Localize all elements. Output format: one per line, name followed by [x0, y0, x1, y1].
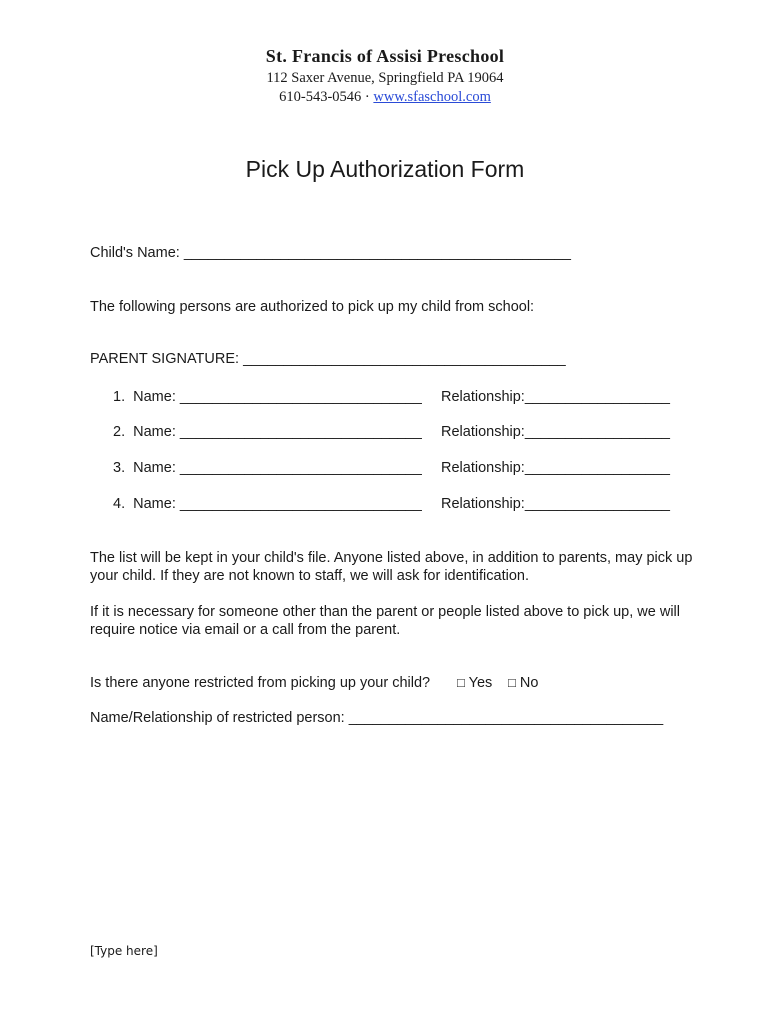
school-website-link[interactable]: www.sfaschool.com	[373, 89, 491, 105]
notice-note: If it is necessary for someone other than the parent or people listed above to pick up, we will require notice via email or a call from the parent.	[90, 604, 680, 638]
school-contact	[0, 89, 770, 106]
parent-signature-field[interactable]: PARENT SIGNATURE: ________________________________________	[90, 351, 566, 367]
child-name-field[interactable]: Child's Name: ________________________________________________	[90, 245, 571, 261]
restricted-name-field[interactable]: Name/Relationship of restricted person: _______________________________________	[90, 710, 664, 726]
authorized-intro: The following persons are authorized to pick up my child from school:	[90, 299, 535, 315]
yes-option[interactable]	[457, 675, 492, 691]
checkbox-icon[interactable]: □	[508, 675, 516, 690]
person-3-name-field[interactable]: 3. Name: ______________________________	[113, 460, 422, 476]
footer-placeholder[interactable]: [Type here]	[90, 944, 158, 958]
checkbox-icon[interactable]: □	[457, 675, 465, 690]
person-1-name-field[interactable]: 1. Name: ______________________________	[113, 389, 422, 405]
person-4-relationship-field[interactable]: Relationship:__________________	[441, 496, 670, 512]
school-address: 112 Saxer Avenue, Springfield PA 19064	[266, 70, 504, 86]
yes-label: Yes	[468, 675, 493, 691]
list-note: The list will be kept in your child's file. Anyone listed above, in addition to parents, may pick up your child. If they are not known to staff, we will ask for identification.	[90, 550, 693, 584]
no-option[interactable]	[508, 675, 538, 691]
school-phone: 610-543-0546 ·	[279, 89, 374, 105]
form-title: Pick Up Authorization Form	[245, 156, 525, 182]
person-1-relationship-field[interactable]: Relationship:__________________	[441, 389, 670, 405]
person-4-name-field[interactable]: 4. Name: ______________________________	[113, 496, 422, 512]
person-2-relationship-field[interactable]: Relationship:__________________	[441, 424, 670, 440]
school-name: St. Francis of Assisi Preschool	[265, 46, 505, 66]
person-2-name-field[interactable]: 2. Name: ______________________________	[113, 424, 422, 440]
restricted-question: Is there anyone restricted from picking up your child?	[90, 675, 431, 691]
no-label: No	[519, 675, 539, 691]
person-3-relationship-field[interactable]: Relationship:__________________	[441, 460, 670, 476]
